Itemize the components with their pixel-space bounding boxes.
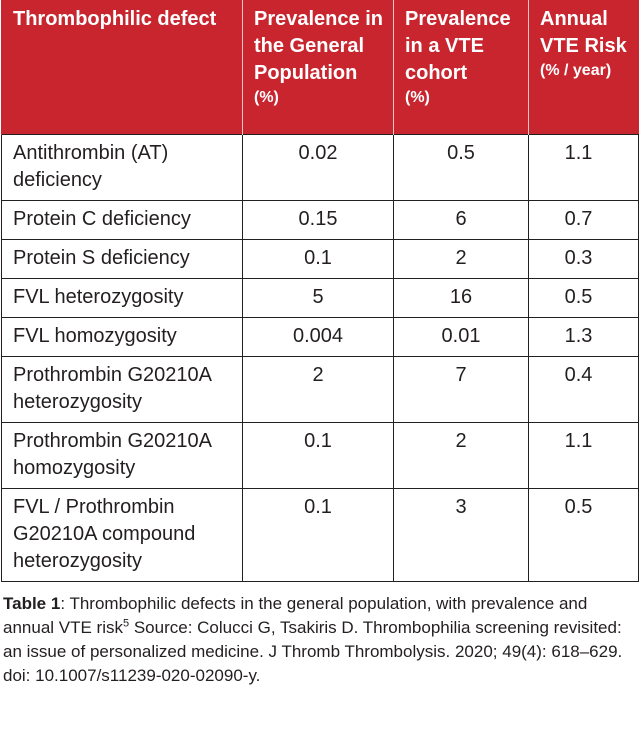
cell-general: 0.1 [243, 488, 394, 581]
cell-cohort: 2 [394, 422, 529, 488]
cell-risk: 0.7 [529, 200, 639, 239]
cell-general: 0.1 [243, 422, 394, 488]
cell-general: 0.15 [243, 200, 394, 239]
thrombophilia-table [1, 0, 639, 582]
caption-source: Source: Colucci G, Tsakiris D. Thrombophilia screening revisited: an issue of personalized medicine. J Thromb Thrombolysis. 2020; 49(4): 618–629. doi: 10.1007/s11239-020-02090-y. [3, 617, 623, 685]
cell-risk: 1.3 [529, 317, 639, 356]
cell-defect: Prothrombin G20210A heterozygosity [2, 356, 243, 422]
cell-defect: Prothrombin G20210A homozygosity [2, 422, 243, 488]
cell-cohort: 3 [394, 488, 529, 581]
cell-general: 5 [243, 278, 394, 317]
caption-reference: 5 [123, 616, 130, 629]
cell-general: 0.004 [243, 317, 394, 356]
table-row [2, 422, 639, 488]
table-row [2, 200, 639, 239]
cell-general: 2 [243, 356, 394, 422]
cell-defect: Protein C deficiency [2, 200, 243, 239]
cell-risk: 1.1 [529, 422, 639, 488]
header-unit: (% / year) [540, 62, 612, 79]
cell-cohort: 7 [394, 356, 529, 422]
table-caption [3, 592, 628, 688]
cell-cohort: 0.5 [394, 134, 529, 200]
cell-defect: FVL homozygosity [2, 317, 243, 356]
table-row [2, 134, 639, 200]
table-row [2, 488, 639, 581]
cell-cohort: 2 [394, 239, 529, 278]
cell-defect: Antithrombin (AT) deficiency [2, 134, 243, 200]
cell-defect: FVL / Prothrombin G20210A compound heterozygosity [2, 488, 243, 581]
header-annual-risk: Annual VTE Risk (% / year) [529, 0, 639, 134]
header-unit: (%) [405, 89, 430, 106]
header-cohort-prevalence: Prevalence in a VTE cohort (%) [394, 0, 529, 134]
table-row [2, 317, 639, 356]
cell-defect: FVL heterozygosity [2, 278, 243, 317]
cell-risk: 0.4 [529, 356, 639, 422]
table-row [2, 239, 639, 278]
header-defect: Thrombophilic defect [2, 0, 243, 134]
cell-cohort: 16 [394, 278, 529, 317]
cell-cohort: 0.01 [394, 317, 529, 356]
table-row [2, 278, 639, 317]
header-general-prevalence: Prevalence in the General Population (%) [243, 0, 394, 134]
table-row [2, 356, 639, 422]
table-header-row [2, 0, 639, 134]
header-unit: (%) [254, 89, 279, 106]
cell-general: 0.02 [243, 134, 394, 200]
cell-risk: 0.5 [529, 488, 639, 581]
caption-text: : Thrombophilic defects in the general population, with prevalence and annual VTE risk [3, 593, 588, 637]
cell-cohort: 6 [394, 200, 529, 239]
caption-label: Table 1 [3, 593, 61, 613]
cell-risk: 0.3 [529, 239, 639, 278]
cell-risk: 0.5 [529, 278, 639, 317]
cell-general: 0.1 [243, 239, 394, 278]
cell-risk: 1.1 [529, 134, 639, 200]
cell-defect: Protein S deficiency [2, 239, 243, 278]
